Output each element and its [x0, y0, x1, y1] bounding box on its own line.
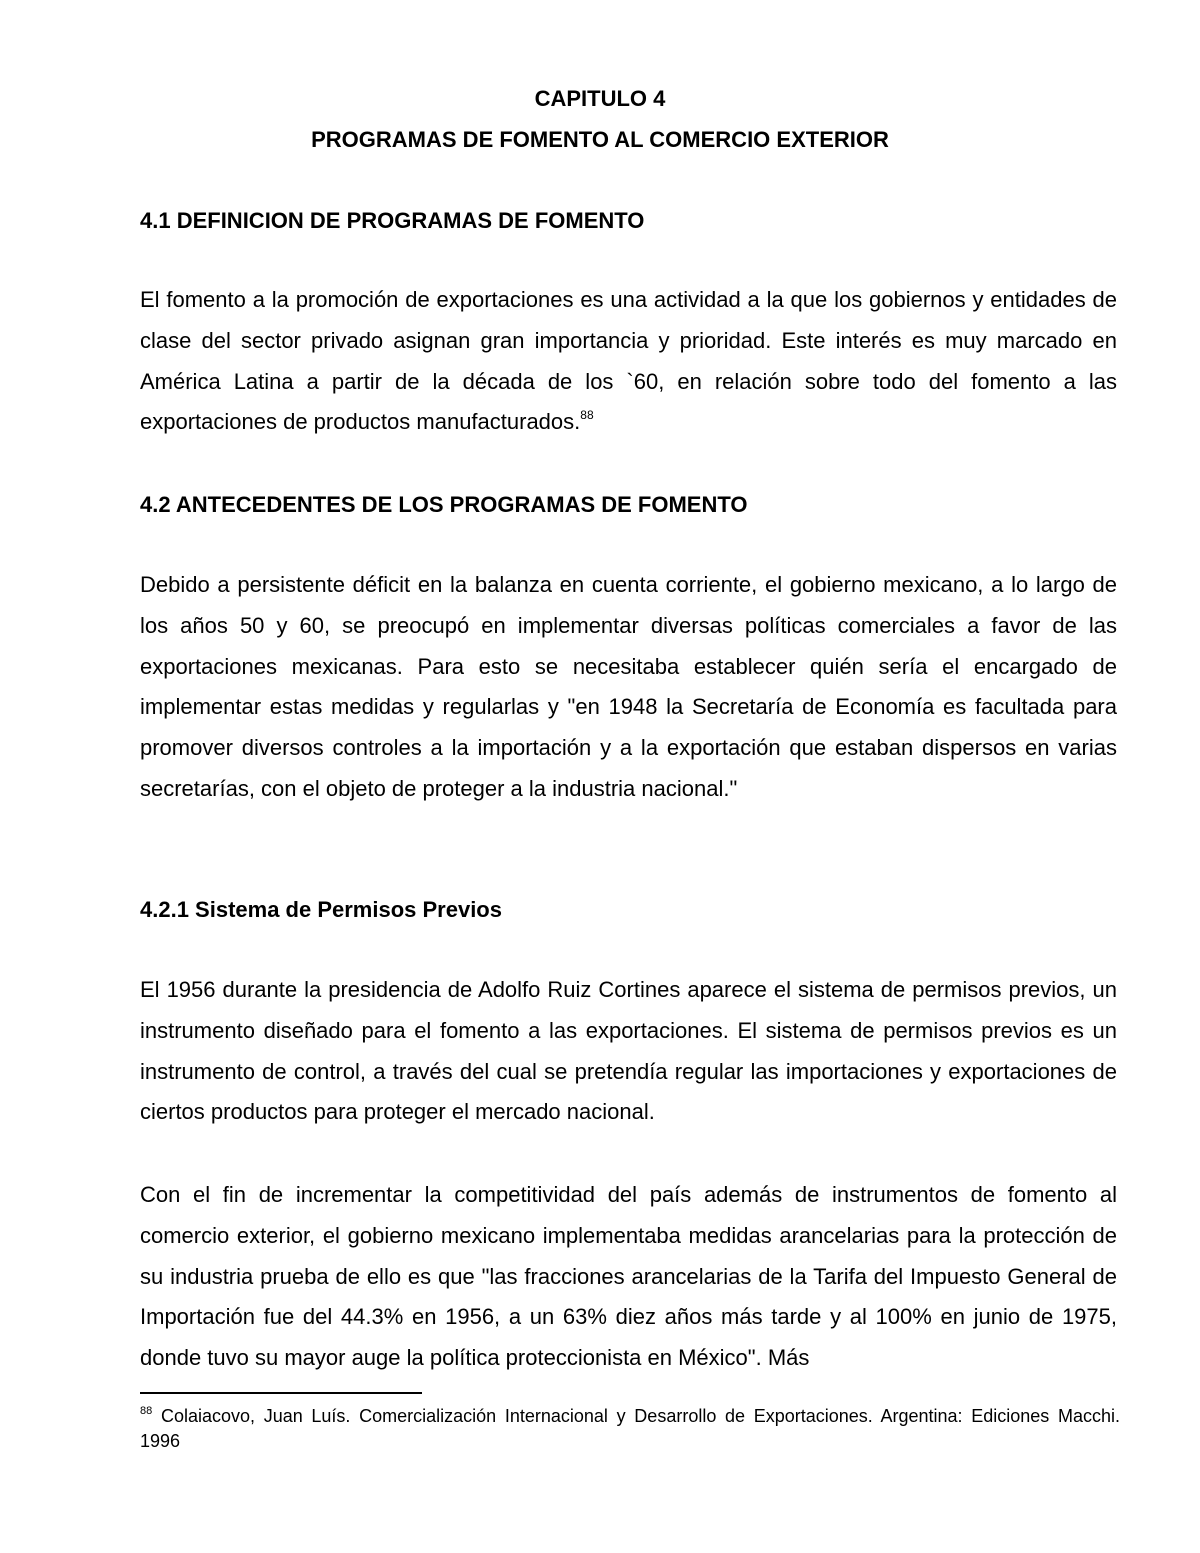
section-4-2-heading: 4.2 ANTECEDENTES DE LOS PROGRAMAS DE FOMENTO — [140, 492, 748, 517]
section-4-2-1-paragraph-2: Con el fin de incrementar la competitividad del país además de instrumentos de fomento al comercio exterior, el gobierno mexicano implementaba medidas arancelarias para la protección de su industria prueba de ello es que "las fracciones arancelarias de la Tarifa del Impuesto General de Importación fue del 44.3% en 1956, a un 63% diez años más tarde y al 100% en junio de 1975, donde tuvo su mayor auge la política proteccionista en México". Más — [140, 1182, 1117, 1371]
footnote-number: 88 — [140, 1405, 153, 1417]
section-4-1-paragraph — [140, 280, 1117, 443]
section-4-2-paragraph: Debido a persistente déficit en la balanza en cuenta corriente, el gobierno mexicano, a lo largo de los años 50 y 60, se preocupó en implementar diversas políticas comerciales a favor de las exportaciones mexicanas. Para esto se necesitaba establecer quién sería el encargado de implementar estas medidas y regularlas y "en 1948 la Secretaría de Economía es facultada para promover diversos controles a la importación y a la exportación que estaban dispersos en varias secretarías, con el objeto de proteger a la industria nacional." — [140, 572, 1117, 801]
section-4-2-1-heading: 4.2.1 Sistema de Permisos Previos — [140, 897, 502, 922]
footnote-reference: 88 — [580, 408, 594, 423]
footnote — [140, 1404, 1120, 1454]
chapter-title: PROGRAMAS DE FOMENTO AL COMERCIO EXTERIOR — [311, 127, 889, 152]
section-4-1-heading: 4.1 DEFINICION DE PROGRAMAS DE FOMENTO — [140, 208, 645, 233]
footnote-separator — [140, 1392, 422, 1394]
section-4-2-1-paragraph-1: El 1956 durante la presidencia de Adolfo Ruiz Cortines aparece el sistema de permisos previos, un instrumento diseñado para el fomento a las exportaciones. El sistema de permisos previos es un instrumento de control, a través del cual se pretendía regular las importaciones y exportaciones de ciertos productos para proteger el mercado nacional. — [140, 977, 1117, 1125]
section-4-1-text: El fomento a la promoción de exportaciones es una actividad a la que los gobiernos y entidades de clase del sector privado asignan gran importancia y prioridad. Este interés es muy marcado en América Latina a partir de la década de los `60, en relación sobre todo del fomento a las exportaciones de productos manufacturados. — [140, 287, 1117, 435]
chapter-number: CAPITULO 4 — [534, 86, 666, 111]
footnote-text: Colaiacovo, Juan Luís. Comercialización Internacional y Desarrollo de Exportaciones. Argentina: Ediciones Macchi. 1996 — [140, 1406, 1120, 1451]
